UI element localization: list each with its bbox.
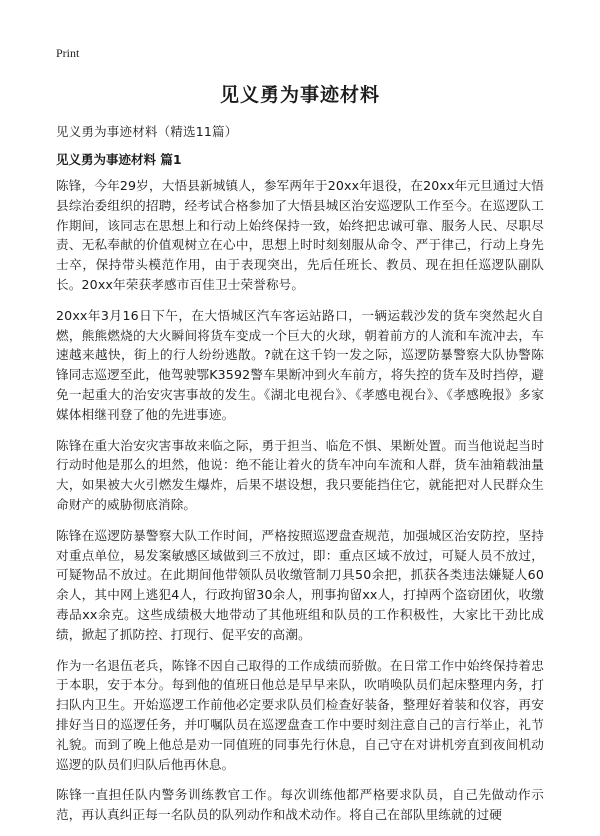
paragraph: 陈锋在巡逻防暴警察大队工作时间，严格按照巡逻盘查规范，加强城区治安防控，坚持对重点单位，易发案敏感区域做到三不放过，即：重点区域不放过，可疑人员不放过，可疑物品不放过。在此期间他带领队员收缴管制刀具50余把，抓获各类违法嫌疑人60余人，其中网上逃犯4人，行政拘留30余人，刑事拘留xx人，打掉两个盗窃团伙，收缴毒品xx余克。这些成绩极大地带动了其他班组和队员的工作积极性，大家比干劲比成绩，掀起了抓防控、打现行、促平安的高潮。 (56, 527, 544, 642)
section-heading: 见义勇为事迹材料 篇1 (56, 152, 182, 167)
print-link[interactable]: Print (56, 46, 80, 60)
paragraph: 陈锋一直担任队内警务训练教官工作。每次训练他都严格要求队员，自己先做动作示范，再认真纠正每一名队员的队列动作和战术动作。将自己在部队里练就的过硬 (56, 787, 544, 823)
document-body (56, 176, 544, 836)
document-subtitle: 见义勇为事迹材料（精选11篇） (56, 124, 238, 139)
paragraph: 20xx年3月16日下午，在大悟城区汽车客运站路口，一辆运载沙发的货车突然起火自燃，熊熊燃烧的大火瞬间将货车变成一个巨大的火球，朝着前方的人流和车流冲去，车速越来越快，街上的行人纷纷逃散。?就在这千钧一发之际，巡逻防暴警察大队协警陈锋同志巡逻至此，他驾驶鄂K3592警车果断冲到火车前方，将失控的货车及时挡停，避免一起重大的治安灾害事故的发生。《湖北电视台》、《孝感电视台》、《孝感晚报》多家媒体相继刊登了他的先进事迹。 (56, 307, 544, 422)
paragraph: 陈锋，今年29岁，大悟县新城镇人，参军两年于20xx年退役，在20xx年元旦通过大悟县综治委组织的招聘，经考试合格参加了大悟县城区治安巡逻队工作至今。在巡逻队工作期间，该同志在思想上和行动上始终保持一致，始终把忠诚可靠、服务人民、尽职尽责、无私奉献的价值观树立在心中，思想上时时刻刻服从命令、严于律己，行动上身先士卒，保持带头模范作用，由于表现突出，先后任班长、教员、现在担任巡逻队副队长。20xx年荣获孝感市百佳卫士荣誉称号。 (56, 178, 544, 292)
document-title: 见义勇为事迹材料 (219, 84, 380, 106)
paragraph: 陈锋在重大治安灾害事故来临之际，勇于担当、临危不惧、果断处置。而当他说起当时行动时他是那么的坦然，他说：绝不能让着火的货车冲向车流和人群，货车油箱载油量大，如果被大火引燃发生爆炸，后果不堪设想，我只要能挡住它，就能把对人民群众生命财产的威胁彻底消除。 (56, 437, 544, 512)
paragraph: 作为一名退伍老兵，陈锋不因自己取得的工作成绩而骄傲。在日常工作中始终保持着忠于本职，安于本分。每到他的值班日他总是早早来队，吹哨唤队员们起床整理内务，打扫队内卫生。开始巡逻工作前他必定要求队员们检查好装备，整理好着装和仪容，再安排好当日的巡逻任务，并叮嘱队员在巡逻盘查工作中要时刻注意自己的言行举止，礼节礼貌。而到了晚上他总是劝一同值班的同事先行休息，自己守在对讲机旁直到夜间机动巡逻的队员们归队后他再休息。 (56, 657, 544, 772)
